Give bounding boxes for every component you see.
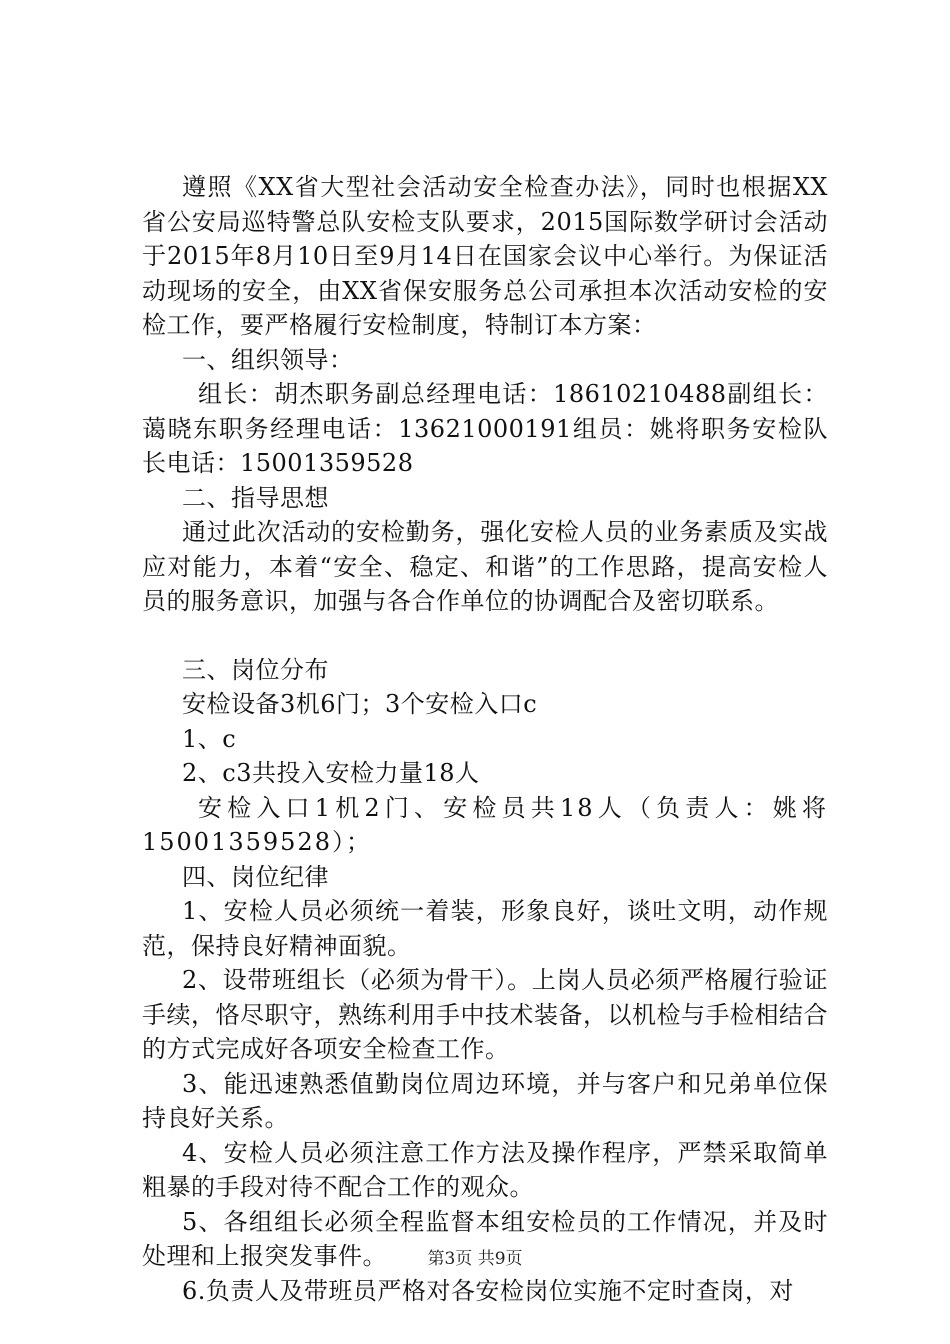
discipline-item-1: 1、安检人员必须统一着装，形象良好，谈吐文明，动作规范，保持良好精神面貌。: [142, 897, 828, 960]
discipline-item-6: 6.负责人及带班员严格对各安检岗位实施不定时查岗，对: [182, 1276, 794, 1305]
blank-line: [142, 619, 828, 653]
entrance-detail-paragraph: 安检入口1机2门、安检员共18人（负责人：姚将15001359528）；: [142, 793, 828, 856]
distribution-item-1: 1、c: [182, 724, 237, 753]
page-number-footer: 第3页 共9页: [427, 1249, 523, 1269]
section-heading-post-distribution: 三、岗位分布: [182, 655, 329, 684]
intro-paragraph: 遵照《XX省大型社会活动安全检查办法》，同时也根据XX省公安局巡特警总队安检支队要求，2015国际数学研讨会活动于2015年8月10日至9月14日在国家会议中心举行。为保证活动现场的安全，由XX省保安服务总公司承担本次活动安检的安检工作，要严格履行安检制度，特制订本方案：: [142, 173, 828, 339]
section-heading-organization: 一、组织领导：: [182, 345, 354, 374]
section-heading-discipline: 四、岗位纪律: [182, 862, 329, 891]
discipline-item-4: 4、安检人员必须注意工作方法及操作程序，严禁采取简单粗暴的手段对待不配合工作的观众。: [142, 1138, 828, 1201]
section-heading-guiding-idea: 二、指导思想: [182, 483, 329, 512]
discipline-item-3: 3、能迅速熟悉值勤岗位周边环境，并与客户和兄弟单位保持良好关系。: [142, 1069, 828, 1132]
discipline-item-5: 5、各组组长必须全程监督本组安检员的工作情况，并及时处理和上报突发事件。: [142, 1207, 828, 1270]
equipment-line: 安检设备3机6门；3个安检入口c: [182, 690, 538, 718]
organization-members-paragraph: 组长：胡杰职务副总经理电话：18610210488副组长：蔼晓东职务经理电话：13621000191组员：姚将职务安检队长电话：15001359528: [142, 380, 828, 477]
distribution-item-2: 2、c3共投入安检力量18人: [182, 759, 480, 787]
document-body: [142, 170, 828, 1308]
guiding-idea-paragraph: 通过此次活动的安检勤务，强化安检人员的业务素质及实战应对能力，本着“安全、稳定、和谐”的工作思路，提高安检人员的服务意识，加强与各合作单位的协调配合及密切联系。: [142, 518, 828, 615]
discipline-item-2: 2、设带班组长（必须为骨干）。上岗人员必须严格履行验证手续，恪尽职守，熟练利用手中技术装备，以机检与手检相结合的方式完成好各项安全检查工作。: [142, 966, 828, 1063]
